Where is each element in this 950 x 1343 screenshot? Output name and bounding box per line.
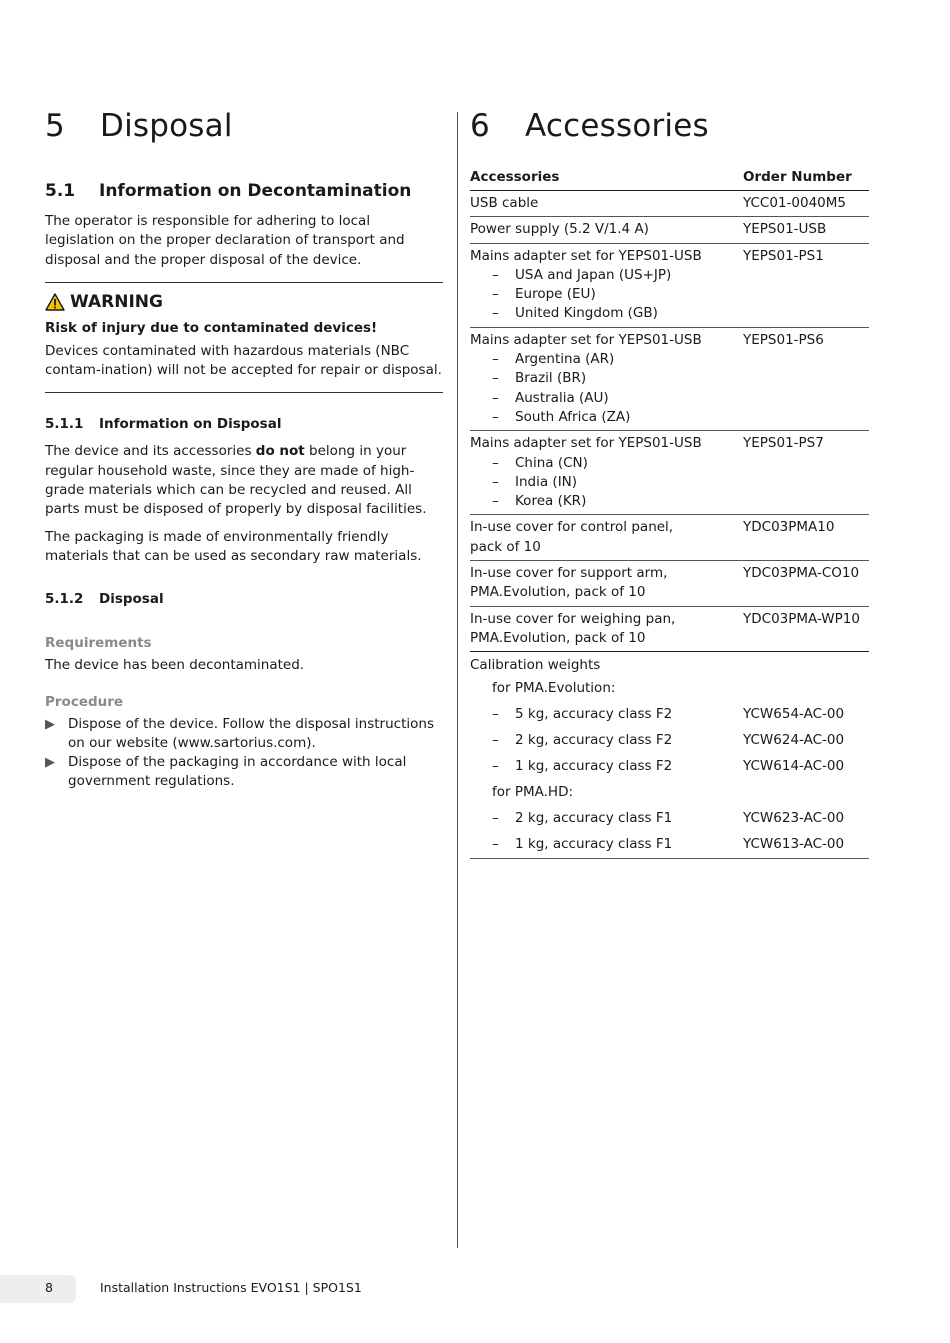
accessory-name — [470, 515, 743, 561]
accessory-line: PMA.Evolution, pack of 10 — [470, 629, 646, 646]
weight-label — [470, 705, 672, 724]
accessory-name — [470, 243, 743, 327]
warning-triangle-icon — [45, 293, 65, 311]
order-number: YCW613-AC-00 — [743, 835, 845, 852]
decontamination-text: The operator is responsible for adhering to local legislation on the proper declaration of transport and disposal and the proper disposal of the device. — [45, 213, 405, 268]
warning-heading — [45, 291, 443, 313]
requirements-label: Requirements — [45, 635, 152, 652]
warning-top-rule — [45, 282, 443, 283]
accessory-name — [470, 327, 743, 430]
table-row — [470, 191, 869, 217]
weight-text: 2 kg, accuracy class F1 — [515, 809, 673, 826]
weight-label — [470, 835, 672, 854]
list-item — [470, 705, 869, 724]
section-title: Disposal — [99, 591, 164, 608]
table-row — [470, 606, 869, 652]
dash: – — [492, 757, 499, 774]
dash: – — [492, 473, 499, 490]
weight-label — [470, 731, 672, 750]
section-number: 5.1.1 — [45, 416, 84, 433]
chapter-heading-accessories — [470, 100, 869, 152]
order-number: YCC01-0040M5 — [743, 191, 869, 217]
accessory-line: In-use cover for support arm, — [470, 565, 668, 582]
list-item — [470, 350, 743, 369]
chapter-title: Accessories — [525, 108, 709, 144]
weight-label — [470, 809, 672, 828]
item-text: USA and Japan (US+JP) — [515, 266, 672, 283]
item-text: United Kingdom (GB) — [515, 305, 658, 322]
order-number: YDC03PMA-CO10 — [743, 561, 869, 607]
section-title: Information on Decontamination — [99, 181, 412, 201]
table-row — [470, 217, 869, 243]
item-text: Argentina (AR) — [515, 351, 615, 368]
weight-text: 1 kg, accuracy class F1 — [515, 835, 673, 852]
section-number: 5.1.2 — [45, 591, 84, 608]
list-item — [470, 454, 743, 473]
calibration-block — [470, 652, 869, 858]
list-item — [470, 473, 743, 492]
item-text: South Africa (ZA) — [515, 408, 631, 425]
procedure-step — [45, 753, 443, 792]
weight-text: 2 kg, accuracy class F2 — [515, 731, 673, 748]
table-row — [470, 515, 869, 561]
text-run: belong in your regular household waste, since they are made of high-grade materials which can be recycled and reused. All parts must be disposed of properly by disposal facilities. — [45, 443, 427, 518]
order-number: YEPS01-PS7 — [743, 431, 869, 515]
table-row — [470, 243, 869, 327]
emphasis-text: do not — [255, 443, 305, 460]
warning-bottom-rule — [45, 392, 443, 393]
disposal-column — [45, 100, 443, 792]
column-divider — [457, 112, 458, 1248]
order-number: YCW623-AC-00 — [743, 809, 845, 826]
accessories-column — [470, 100, 869, 859]
list-item — [470, 492, 743, 511]
step-arrow-icon: ▶ — [45, 716, 55, 732]
item-text: Europe (EU) — [515, 286, 596, 303]
dash: – — [492, 454, 499, 471]
step-arrow-icon: ▶ — [45, 755, 55, 771]
order-number: YEPS01-PS1 — [743, 243, 869, 327]
chapter-title: Disposal — [100, 108, 233, 144]
accessory-title: Mains adapter set for YEPS01-USB — [470, 331, 702, 348]
packaging-paragraph: The packaging is made of environmentally friendly materials that can be used as secondary raw materials. — [45, 528, 422, 564]
weight-text: 1 kg, accuracy class F2 — [515, 757, 673, 774]
weight-text: 5 kg, accuracy class F2 — [515, 705, 673, 722]
column-header-order-number: Order Number — [743, 165, 869, 191]
item-text: India (IN) — [515, 473, 578, 490]
item-text: China (CN) — [515, 454, 588, 471]
procedure-label: Procedure — [45, 693, 124, 710]
item-text: Australia (AU) — [515, 389, 609, 406]
weight-label — [470, 757, 672, 776]
requirements-text: The device has been decontaminated. — [45, 657, 305, 674]
accessories-table — [470, 165, 869, 859]
accessory-title: Mains adapter set for YEPS01-USB — [470, 435, 702, 452]
step-text: Dispose of the device. Follow the disposal instructions on our website (www.sartorius.com). — [68, 715, 434, 751]
section-number: 5.1 — [45, 181, 76, 201]
dash: – — [492, 370, 499, 387]
text-run: The device and its accessories — [45, 443, 256, 460]
list-item — [470, 304, 743, 323]
accessory-name — [470, 561, 743, 607]
accessory-line: In-use cover for control panel, — [470, 519, 674, 536]
list-item — [470, 369, 743, 388]
page-number: 8 — [45, 1280, 53, 1295]
dash: – — [492, 389, 499, 406]
table-row-calibration — [470, 652, 869, 858]
page-number-tab — [0, 1275, 76, 1303]
warning-label: WARNING — [70, 291, 163, 312]
for-pma-hd-label: for PMA.HD: — [492, 783, 574, 800]
calibration-title: Calibration weights — [470, 657, 601, 674]
order-number: YEPS01-PS6 — [743, 327, 869, 430]
order-number: YCW614-AC-00 — [743, 757, 845, 774]
list-item — [470, 285, 743, 304]
accessory-name — [470, 606, 743, 652]
disposal-info-paragraph — [45, 442, 443, 519]
table-row — [470, 431, 869, 515]
table-row — [470, 561, 869, 607]
accessory-name: USB cable — [470, 191, 743, 217]
section-title: Information on Disposal — [99, 416, 282, 433]
dash: – — [492, 705, 499, 722]
dash: – — [492, 305, 499, 322]
dash: – — [492, 835, 499, 852]
dash: – — [492, 351, 499, 368]
list-item — [470, 408, 743, 427]
chapter-number: 6 — [470, 108, 490, 144]
section-heading-5-1-2 — [45, 590, 443, 608]
accessory-name — [470, 431, 743, 515]
list-item — [470, 809, 869, 828]
table-header-row — [470, 165, 869, 191]
dash: – — [492, 809, 499, 826]
order-number: YDC03PMA10 — [743, 515, 869, 561]
accessory-line: pack of 10 — [470, 538, 541, 555]
item-text: Korea (KR) — [515, 493, 587, 510]
list-item — [470, 731, 869, 750]
warning-subtitle: Risk of injury due to contaminated devices! — [45, 319, 378, 336]
warning-text: Devices contaminated with hazardous materials (NBC contam-ination) will not be accepted for repair or disposal. — [45, 342, 442, 379]
accessory-line: In-use cover for weighing pan, — [470, 610, 676, 627]
dash: – — [492, 286, 499, 303]
accessory-name: Power supply (5.2 V/1.4 A) — [470, 217, 743, 243]
procedure-step — [45, 715, 443, 754]
order-number: YDC03PMA-WP10 — [743, 606, 869, 652]
column-header-accessories: Accessories — [470, 165, 743, 191]
dash: – — [492, 408, 499, 425]
footer-document-title: Installation Instructions EVO1S1 | SPO1S1 — [100, 1280, 362, 1295]
accessory-title: Mains adapter set for YEPS01-USB — [470, 247, 702, 264]
dash: – — [492, 266, 499, 283]
list-item — [470, 835, 869, 854]
item-text: Brazil (BR) — [515, 370, 587, 387]
accessory-line: PMA.Evolution, pack of 10 — [470, 584, 646, 601]
dash: – — [492, 731, 499, 748]
section-heading-5-1 — [45, 180, 443, 202]
for-pma-evolution-label: for PMA.Evolution: — [492, 679, 616, 696]
order-number: YEPS01-USB — [743, 217, 869, 243]
table-row — [470, 327, 869, 430]
order-number: YCW624-AC-00 — [743, 731, 845, 748]
dash: – — [492, 493, 499, 510]
list-item — [470, 757, 869, 776]
chapter-heading-disposal — [45, 100, 443, 152]
chapter-number: 5 — [45, 108, 65, 144]
step-text: Dispose of the packaging in accordance with local government regulations. — [68, 754, 407, 790]
list-item — [470, 266, 743, 285]
order-number: YCW654-AC-00 — [743, 705, 845, 722]
list-item — [470, 389, 743, 408]
section-heading-5-1-1 — [45, 415, 443, 433]
